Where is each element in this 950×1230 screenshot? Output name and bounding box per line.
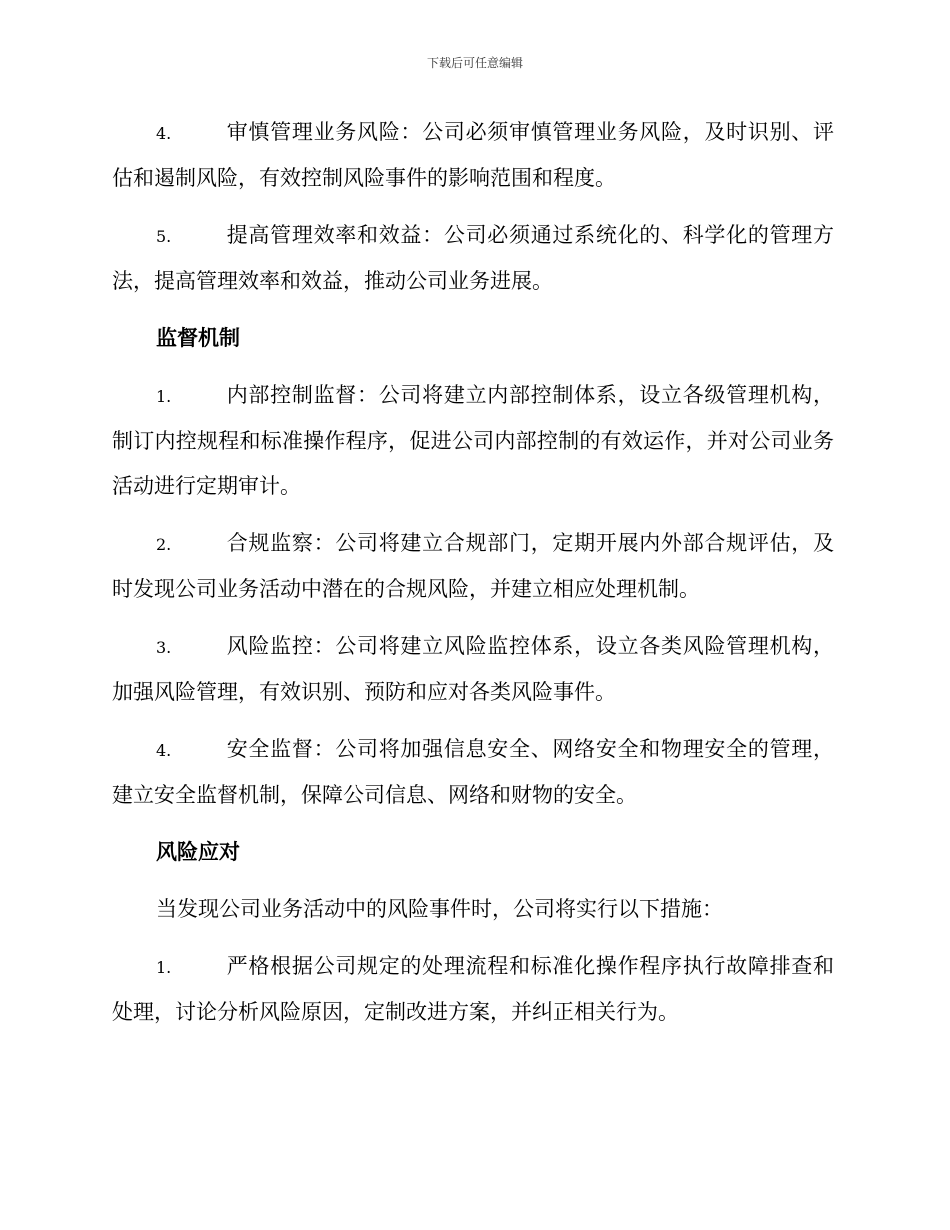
section-heading-supervision: 监督机制	[156, 326, 240, 350]
list-item	[112, 110, 834, 201]
document-body	[112, 110, 834, 1047]
list-item	[112, 944, 834, 1035]
list-text: 合规监察：公司将建立合规部门，定期开展内外部合规评估，及时发现公司业务活动中潜在的合规风险，并建立相应处理机制。	[112, 531, 834, 601]
list-number: 2.	[156, 535, 172, 554]
list-number: 3.	[156, 638, 172, 657]
list-item	[112, 213, 834, 304]
list-number: 1.	[156, 387, 172, 406]
list-number: 1.	[156, 958, 172, 977]
list-text: 安全监督：公司将加强信息安全、网络安全和物理安全的管理，建立安全监督机制，保障公司信息、网络和财物的安全。	[112, 737, 834, 807]
list-text: 提高管理效率和效益：公司必须通过系统化的、科学化的管理方法，提高管理效率和效益，推动公司业务进展。	[112, 223, 834, 293]
list-item	[112, 521, 834, 612]
list-number: 4.	[156, 124, 172, 143]
list-text: 内部控制监督：公司将建立内部控制体系，设立各级管理机构，制订内控规程和标准操作程序，促进公司内部控制的有效运作，并对公司业务活动进行定期审计。	[112, 383, 834, 498]
list-item	[112, 624, 834, 715]
list-item	[112, 727, 834, 818]
list-text: 严格根据公司规定的处理流程和标准化操作程序执行故障排查和处理，讨论分析风险原因，定制改进方案，并纠正相关行为。	[112, 954, 834, 1024]
list-text: 审慎管理业务风险：公司必须审慎管理业务风险，及时识别、评估和遏制风险，有效控制风险事件的影响范围和程度。	[112, 120, 834, 190]
list-number: 4.	[156, 741, 172, 760]
section-heading-response: 风险应对	[156, 840, 240, 864]
list-text: 风险监控：公司将建立风险监控体系，设立各类风险管理机构，加强风险管理，有效识别、预防和应对各类风险事件。	[112, 634, 834, 704]
list-item	[112, 373, 834, 509]
list-number: 5.	[156, 227, 172, 246]
intro-paragraph: 当发现公司业务活动中的风险事件时，公司将实行以下措施：	[156, 897, 723, 921]
page-header: 下载后可任意编辑	[426, 56, 523, 70]
